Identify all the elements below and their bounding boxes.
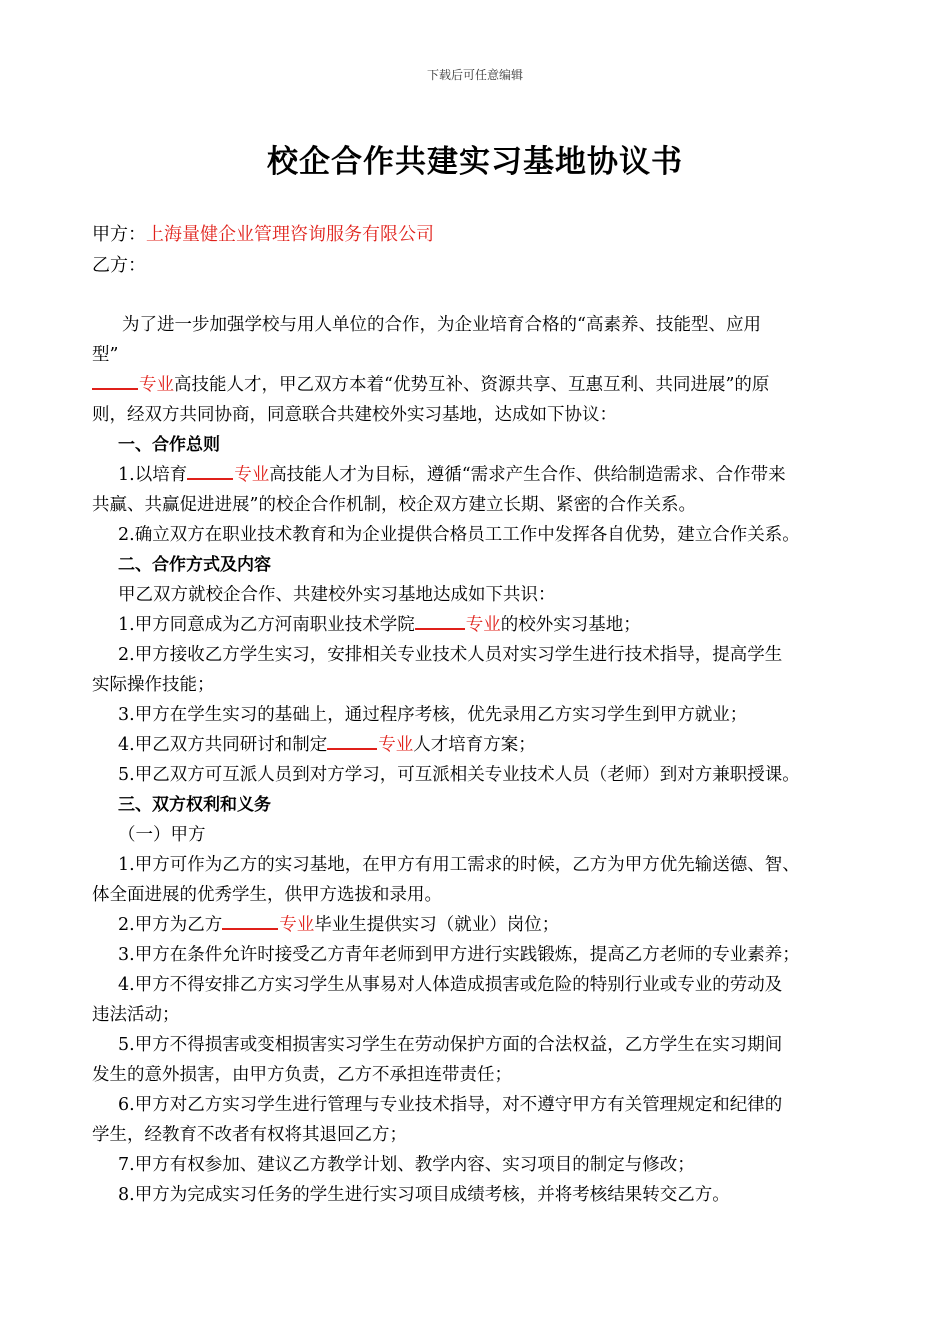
s3-p5-line-2: 发生的意外损害，由甲方负责，乙方不承担连带责任；: [92, 1065, 512, 1085]
s3-p6-line-1: 6.甲方对乙方实习学生进行管理与专业技术指导，对不遵守甲方有关管理规定和纪律的: [118, 1095, 783, 1115]
s3-p2: [92, 910, 870, 940]
fill-in-blank: [327, 734, 377, 750]
section-2-heading: 二、合作方式及内容: [118, 555, 271, 575]
party-b-line: [92, 251, 146, 277]
s2-p4-text-after: 人才培育方案；: [413, 735, 536, 755]
s2-p1-text-before: 1.甲方同意成为乙方河南职业技术学院: [118, 615, 415, 635]
s2-p4-text-before: 4.甲乙双方共同研讨和制定: [118, 735, 328, 755]
s3-p1-line-1: 1.甲方可作为乙方的实习基地，在甲方有用工需求的时候，乙方为甲方优先输送德、智、: [118, 855, 800, 875]
section-1-heading: 一、合作总则: [118, 435, 220, 455]
s2-p2-line-1: 2.甲方接收乙方学生实习，安排相关专业技术人员对实习学生进行技术指导，提高学生: [118, 645, 783, 665]
fill-in-blank: [92, 374, 138, 390]
major-placeholder: 专业: [234, 465, 270, 485]
s3-p7: 7.甲方有权参加、建议乙方教学计划、教学内容、实习项目的制定与修改；: [118, 1155, 695, 1175]
major-placeholder: 专业: [279, 915, 315, 935]
intro-line-3-text: 高技能人才，甲乙双方本着“优势互补、资源共享、互惠互利、共同进展”的原: [174, 375, 770, 395]
s3-p8: 8.甲方为完成实习任务的学生进行实习项目成绩考核，并将考核结果转交乙方。: [118, 1185, 730, 1205]
section-3-heading: 三、双方权利和义务: [118, 795, 271, 815]
party-a-label: 甲方：: [92, 224, 146, 245]
s2-p5: 5.甲乙双方可互派人员到对方学习，可互派相关专业技术人员（老师）到对方兼职授课。: [118, 765, 800, 785]
s3-p5-line-1: 5.甲方不得损害或变相损害实习学生在劳动保护方面的合法权益，乙方学生在实习期间: [118, 1035, 783, 1055]
intro-line-3: [92, 370, 870, 400]
s3-p1-line-2: 体全面进展的优秀学生，供甲方选拔和录用。: [92, 885, 442, 905]
major-placeholder: 专业: [378, 735, 414, 755]
s2-intro: 甲乙双方就校企合作、共建校外实习基地达成如下共识：: [118, 585, 556, 605]
fill-in-blank: [415, 614, 465, 630]
party-a-name: 上海量健企业管理咨询服务有限公司: [146, 224, 434, 245]
major-placeholder: 专业: [139, 375, 174, 395]
s2-p3: 3.甲方在学生实习的基础上，通过程序考核，优先录用乙方实习学生到甲方就业；: [118, 705, 748, 725]
header-note: 下载后可任意编辑: [426, 68, 523, 82]
s1-p1-line-2: 共赢、共赢促进进展”的校企合作机制，校企双方建立长期、紧密的合作关系。: [92, 495, 696, 515]
document-title: 校企合作共建实习基地协议书: [267, 144, 683, 180]
s1-p1-text-after: 高技能人才为目标，遵循“需求产生合作、供给制造需求、合作带来: [269, 465, 786, 485]
fill-in-blank: [187, 464, 233, 480]
s2-p4: [92, 730, 870, 760]
s3-p4-line-2: 违法活动；: [92, 1005, 180, 1025]
major-placeholder: 专业: [465, 615, 501, 635]
s3-subheading-party-a: （一）甲方: [118, 825, 206, 845]
s1-p2: 2.确立双方在职业技术教育和为企业提供合格员工工作中发挥各自优势，建立合作关系。: [118, 525, 800, 545]
intro-line-1: 为了进一步加强学校与用人单位的合作，为企业培育合格的“高素养、技能型、应用: [122, 315, 761, 335]
s3-p2-text-after: 毕业生提供实习（就业）岗位；: [314, 915, 560, 935]
s2-p2-line-2: 实际操作技能；: [92, 675, 215, 695]
s3-p4-line-1: 4.甲方不得安排乙方实习学生从事易对人体造成损害或危险的特别行业或专业的劳动及: [118, 975, 783, 995]
s1-p1-line-1: [92, 460, 870, 490]
intro-line-2: 型”: [92, 345, 119, 365]
s2-p1: [92, 610, 870, 640]
party-b-label: 乙方：: [92, 255, 146, 276]
document-body: [92, 310, 870, 1210]
s3-p3: 3.甲方在条件允许时接受乙方青年老师到甲方进行实践锻炼，提高乙方老师的专业素养；: [118, 945, 800, 965]
fill-in-blank: [222, 914, 278, 930]
s2-p1-text-after: 的校外实习基地；: [500, 615, 641, 635]
intro-line-4: 则，经双方共同协商，同意联合共建校外实习基地，达成如下协议：: [92, 405, 617, 425]
s3-p6-line-2: 学生，经教育不改者有权将其退回乙方；: [92, 1125, 407, 1145]
s3-p2-text-before: 2.甲方为乙方: [118, 915, 223, 935]
s1-p1-text-before: 1.以培育: [118, 465, 188, 485]
party-a-line: [92, 220, 434, 246]
